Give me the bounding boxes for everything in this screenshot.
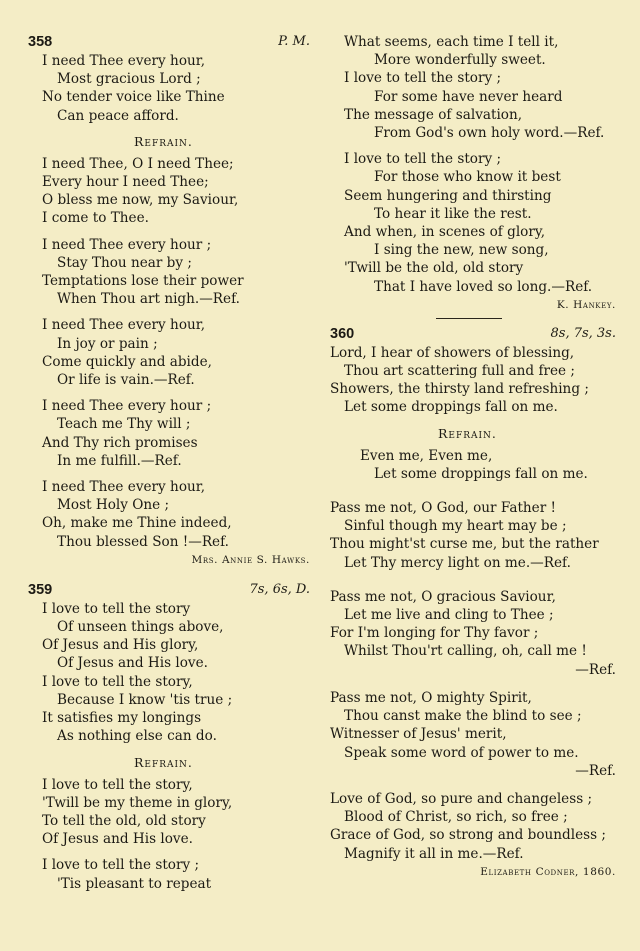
hymn-number: 360 [330,325,355,342]
hymn-author: K. Hankey. [556,298,616,311]
verse-line: Pass me not, O gracious Saviour, [330,588,556,605]
verse-line: The message of salvation, [344,106,523,123]
verse-line: Let some droppings fall on me. [344,399,558,416]
stanza [330,588,616,679]
hymn-author: Elizabeth Codner, 1860. [480,865,616,878]
stanza [28,478,310,551]
hymn-meter: P. M. [278,34,310,49]
stanza [330,790,616,863]
hymn-360-header [330,325,616,343]
refrain-label: Refrain. [134,754,193,770]
verse-line: And when, in scenes of glory, [344,224,546,241]
refrain-line: Every hour I need Thee; [42,174,209,191]
refrain-line: Even me, Even me, [360,447,493,464]
verse-line: And Thy rich promises [42,434,198,451]
hymn-number: 359 [28,581,53,598]
verse-line: No tender voice like Thine [42,89,225,106]
verse-line: Seem hungering and thirsting [344,187,552,204]
verse-line: Of Jesus and His glory, [42,637,199,654]
verse-line: More wonderfully sweet. [374,52,546,69]
verse-line: Oh, make me Thine indeed, [42,515,232,532]
verse-line: Speak some word of power to me. [344,744,579,761]
verse-line: I love to tell the story [42,600,191,617]
verse-line: From God's own holy word.—Ref. [374,125,605,142]
verse-line: Thou might'st curse me, but the rather [330,536,599,553]
verse-line: Most gracious Lord ; [57,71,201,88]
hymn-358-header [28,33,310,51]
refrain-line: Of Jesus and His love. [42,831,193,848]
left-column [28,33,310,901]
verse-line: I love to tell the story ; [344,70,502,87]
verse-line: Grace of God, so strong and boundless ; [330,827,606,844]
verse-line: I sing the new, new song, [374,242,549,259]
verse-line: Come quickly and abide, [42,353,212,370]
stanza [330,150,616,296]
verse-line: It satisfies my longings [42,710,202,727]
verse-line: That I have loved so long.—Ref. [374,278,593,295]
verse-line: Sinful though my heart may be ; [344,518,567,535]
verse-line: Thou canst make the blind to see ; [344,708,582,725]
verse-line: In me fulfill.—Ref. [57,452,182,469]
stanza [28,856,310,892]
verse-line: Blood of Christ, so rich, so free ; [344,809,568,826]
hymn-359-header [28,581,310,599]
verse-line: Of unseen things above, [57,619,224,636]
verse-line: What seems, each time I tell it, [344,34,559,50]
verse-line: For those who know it best [374,169,561,186]
verse-line: Showers, the thirsty land refreshing ; [330,381,589,398]
verse-line: 'Twill be the old, old story [344,260,524,277]
stanza [330,499,616,572]
hymn-author: Mrs. Annie S. Hawks. [191,553,310,566]
verse-line: Love of God, so pure and changeless ; [330,790,593,807]
verse-line: I love to tell the story, [42,673,193,690]
verse-line: Because I know 'tis true ; [57,691,233,708]
hymn-meter: 7s, 6s, D. [249,581,310,597]
refrain-cue: —Ref. [575,762,616,779]
verse-line: Can peace afford. [57,107,179,124]
refrain-line: I come to Thee. [42,210,149,227]
verse-line: I need Thee every hour, [42,317,206,334]
verse-line: I love to tell the story ; [42,857,200,874]
refrain [28,155,310,228]
refrain-line: Let some droppings fall on me. [374,465,588,482]
verse-line: Or life is vain.—Ref. [57,372,195,389]
stanza [28,236,310,309]
verse-line: Pass me not, O God, our Father ! [330,500,556,517]
verse-line: Stay Thou near by ; [57,254,192,271]
refrain-line: O bless me now, my Saviour, [42,192,239,209]
refrain-line: 'Twill be my theme in glory, [42,794,233,811]
refrain-label: Refrain. [134,133,193,149]
hymn-number: 358 [28,34,53,50]
verse-line: To hear it like the rest. [374,205,532,222]
verse-line: For I'm longing for Thy favor ; [330,625,539,642]
verse-line: Whilst Thou'rt calling, oh, call me ! [344,643,587,660]
stanza [28,600,310,746]
verse-line: Witnesser of Jesus' merit, [330,726,507,743]
stanza [330,33,616,142]
stanza [330,344,616,417]
verse-line: Temptations lose their power [42,273,244,290]
verse-line: Let me live and cling to Thee ; [344,607,554,624]
verse-line: Thou art scattering full and free ; [344,363,575,380]
verse-line: 'Tis pleasant to repeat [57,875,212,892]
verse-line: I need Thee every hour, [42,479,206,496]
verse-line: I need Thee every hour ; [42,236,212,253]
verse-line: For some have never heard [374,88,563,105]
refrain-cue: —Ref. [575,661,616,678]
refrain-label: Refrain. [438,425,497,441]
verse-line: As nothing else can do. [57,728,217,745]
refrain-line: I love to tell the story, [42,776,193,793]
verse-line: I love to tell the story ; [344,151,502,168]
hymn-meter: 8s, 7s, 3s. [550,325,616,341]
verse-line: Teach me Thy will ; [57,416,191,433]
verse-line: I need Thee every hour, [42,53,206,69]
verse-line: In joy or pain ; [57,335,158,352]
refrain [330,447,616,483]
refrain [28,776,310,849]
section-divider [436,318,502,319]
verse-line: Magnify it all in me.—Ref. [344,845,524,862]
stanza [330,689,616,780]
refrain-line: I need Thee, O I need Thee; [42,155,234,172]
stanza [28,397,310,470]
right-column [330,33,616,879]
refrain-line: To tell the old, old story [42,812,206,829]
verse-line: Most Holy One ; [57,497,170,514]
verse-line: Let Thy mercy light on me.—Ref. [344,554,571,571]
verse-line: Of Jesus and His love. [57,655,208,672]
stanza [28,316,310,389]
verse-line: Pass me not, O mighty Spirit, [330,689,532,706]
verse-line: Lord, I hear of showers of blessing, [330,344,575,361]
verse-line: Thou blessed Son !—Ref. [57,533,229,550]
verse-line: I need Thee every hour ; [42,398,212,415]
stanza [28,52,310,125]
verse-line: When Thou art nigh.—Ref. [57,291,240,308]
